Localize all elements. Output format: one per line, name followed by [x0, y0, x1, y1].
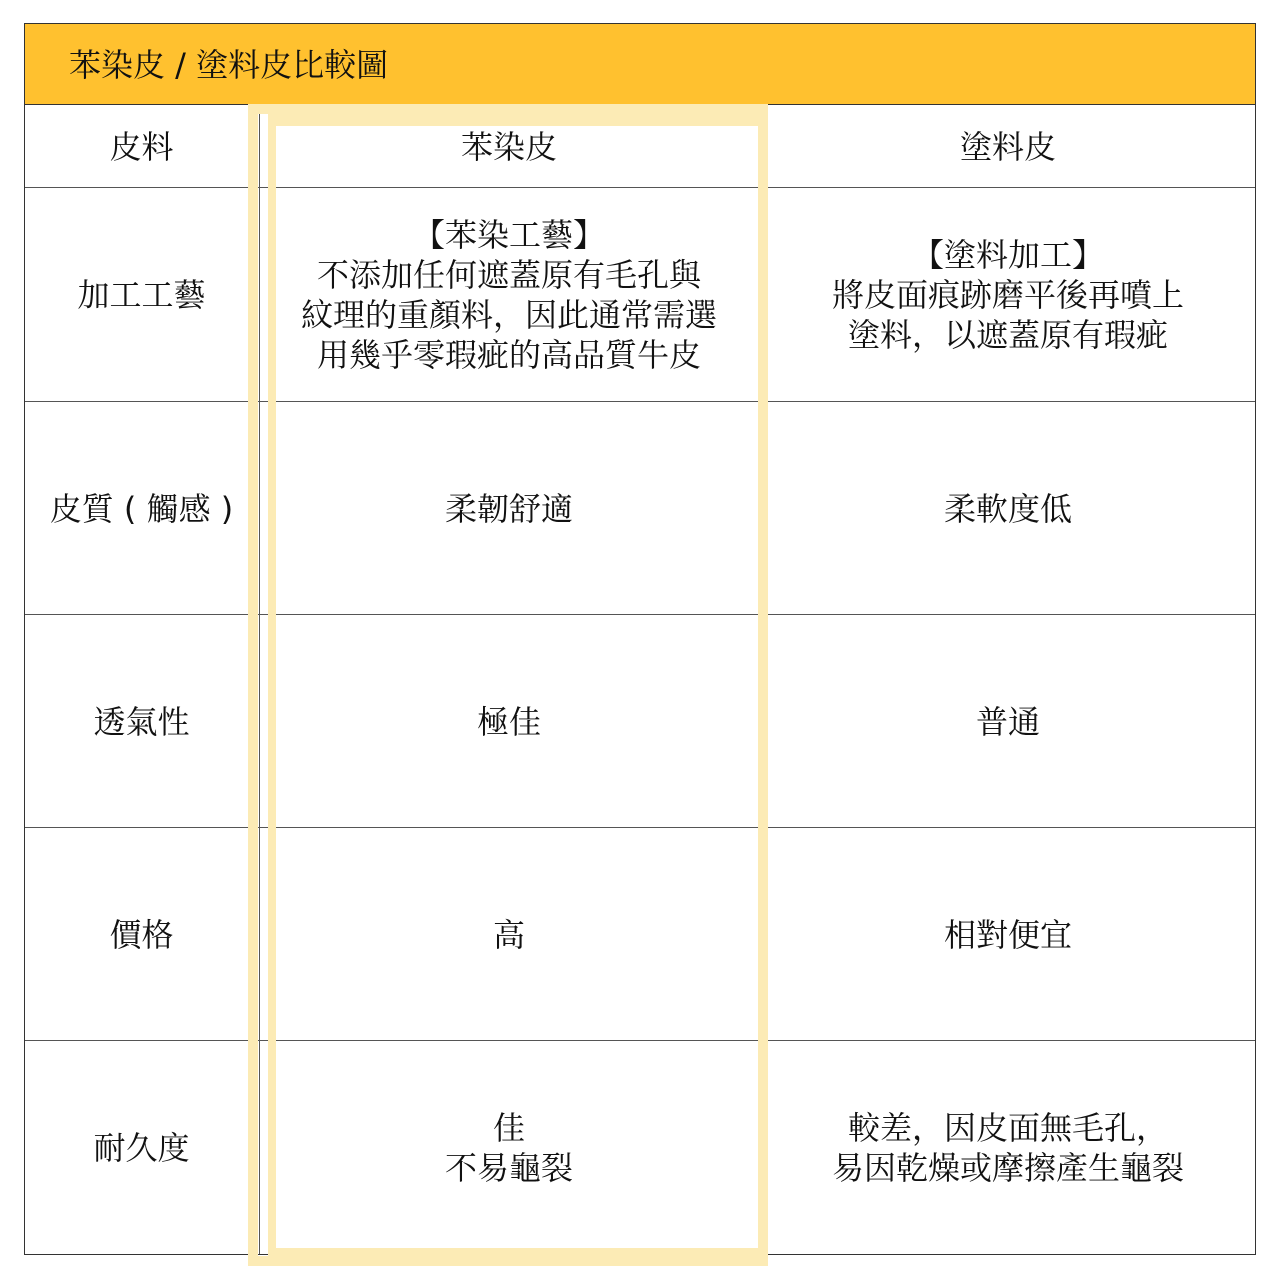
row-col-a-cell: [259, 828, 759, 1041]
row-label-cell: [25, 828, 258, 1041]
row-label-cell: [25, 188, 258, 402]
row-label: 加工工藝: [77, 276, 206, 314]
header-col-a: 苯染皮: [460, 127, 557, 166]
row-label: 價格: [109, 915, 174, 954]
header-col-b-cell: [760, 105, 1256, 188]
row-col-a-cell: [259, 615, 759, 828]
row-col-a-text: 佳 不易龜裂: [444, 1109, 573, 1187]
row-col-a-text: 極佳: [476, 702, 541, 741]
row-col-b-cell: [760, 1041, 1256, 1255]
header-label: 皮料: [109, 127, 174, 166]
row-col-a-text: 高: [492, 915, 525, 954]
row-label-cell: [25, 402, 258, 615]
row-col-b-cell: [760, 828, 1256, 1041]
row-col-b-text: 普通: [975, 702, 1040, 741]
header-col-a-cell: [259, 105, 759, 188]
row-col-b-text: 較差，因皮面無毛孔， 易因乾燥或摩擦產生龜裂: [831, 1109, 1184, 1187]
row-label-cell: [25, 1041, 258, 1255]
row-col-a-text: 柔韌舒適: [444, 489, 573, 528]
row-col-b-text: 柔軟度低: [943, 489, 1072, 528]
row-label: 皮質 ( 觸感 ): [49, 489, 234, 528]
row-label: 透氣性: [93, 702, 190, 741]
title-bar: [24, 23, 1256, 105]
row-col-a-cell: [259, 188, 759, 402]
row-col-b-text: 【塗料加工】 將皮面痕跡磨平後再噴上 塗料，以遮蓋原有瑕疵: [831, 236, 1184, 354]
row-col-a-cell: [259, 402, 759, 615]
row-label: 耐久度: [93, 1129, 190, 1167]
row-label-cell: [25, 615, 258, 828]
row-col-a-text: 【苯染工藝】 不添加任何遮蓋原有毛孔與 紋理的重顏料，因此通常需選 用幾乎零瑕疵的高品質牛皮: [300, 216, 717, 374]
header-col-b: 塗料皮: [959, 127, 1056, 166]
header-label-cell: [25, 105, 258, 188]
row-col-a-cell: [259, 1041, 759, 1255]
row-col-b-cell: [760, 402, 1256, 615]
row-col-b-text: 相對便宜: [943, 915, 1072, 954]
page-title: 苯染皮 / 塗料皮比較圖: [69, 46, 389, 84]
row-col-b-cell: [760, 188, 1256, 402]
row-col-b-cell: [760, 615, 1256, 828]
